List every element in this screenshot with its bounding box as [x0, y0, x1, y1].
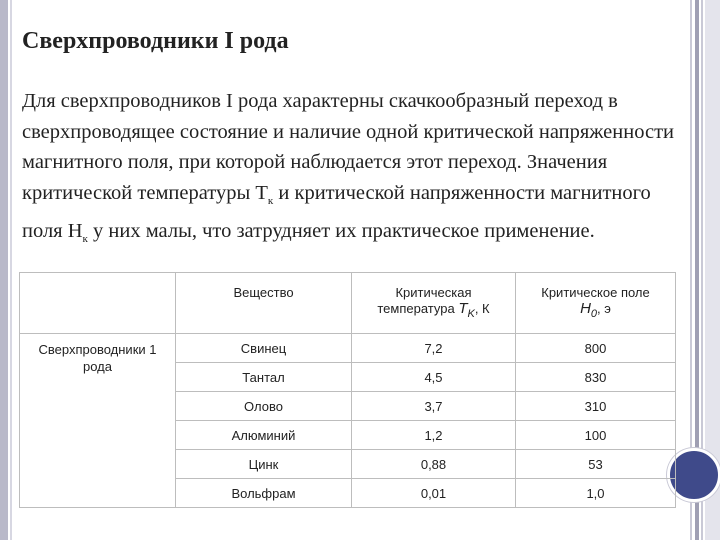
- table-header-row: [20, 273, 676, 334]
- field-cell: 310: [516, 392, 676, 421]
- group-label-cell: Сверхпроводники 1 рода: [20, 334, 176, 508]
- field-symbol: $H_0$: [580, 300, 598, 320]
- data-table-container: [19, 272, 676, 508]
- header-temp-line2: температура: [377, 301, 459, 316]
- subscript: к: [82, 233, 88, 246]
- substance-cell: Свинец: [176, 334, 352, 363]
- header-temp-unit: , К: [474, 301, 490, 316]
- temp-symbol: $T_K$: [458, 300, 475, 320]
- paragraph-text: Для сверхпроводников I рода характерны скачкообразный переход в сверхпроводящее состояние и наличие одной критической напряженности магнитного поля, при которой наблюдается этот переход. Значения критической температуры Т: [22, 90, 675, 204]
- substance-cell: Тантал: [176, 363, 352, 392]
- header-critical-temperature: [352, 273, 516, 334]
- slide-title: Сверхпроводники I рода: [22, 28, 289, 54]
- header-temp-line1: Критическая: [395, 285, 472, 300]
- temperature-cell: 1,2: [352, 421, 516, 450]
- temperature-cell: 0,01: [352, 479, 516, 508]
- substance-cell: Олово: [176, 392, 352, 421]
- header-group-cell: [20, 273, 176, 334]
- header-substance: Вещество: [176, 273, 352, 334]
- paragraph-text: у них малы, что затрудняет их практическое применение.: [87, 220, 595, 243]
- temperature-cell: 0,88: [352, 450, 516, 479]
- substance-cell: Вольфрам: [176, 479, 352, 508]
- field-cell: 100: [516, 421, 676, 450]
- paragraph-text: и критической напряженности магнитного поля Н: [22, 181, 651, 243]
- left-decorative-border: [0, 0, 8, 540]
- substance-cell: Цинк: [176, 450, 352, 479]
- left-decorative-line: [10, 0, 12, 540]
- field-cell: 1,0: [516, 479, 676, 508]
- temperature-cell: 7,2: [352, 334, 516, 363]
- header-field-line1: Критическое поле: [541, 285, 650, 300]
- header-field-unit: , э: [597, 301, 611, 316]
- field-cell: 53: [516, 450, 676, 479]
- slide-paragraph: [22, 86, 692, 255]
- substance-cell: Алюминий: [176, 421, 352, 450]
- temperature-cell: 4,5: [352, 363, 516, 392]
- subscript: к: [267, 194, 274, 207]
- temperature-cell: 3,7: [352, 392, 516, 421]
- table-row: [20, 334, 676, 363]
- superconductors-table: [19, 272, 676, 508]
- field-cell: 830: [516, 363, 676, 392]
- header-critical-field: [516, 273, 676, 334]
- field-cell: 800: [516, 334, 676, 363]
